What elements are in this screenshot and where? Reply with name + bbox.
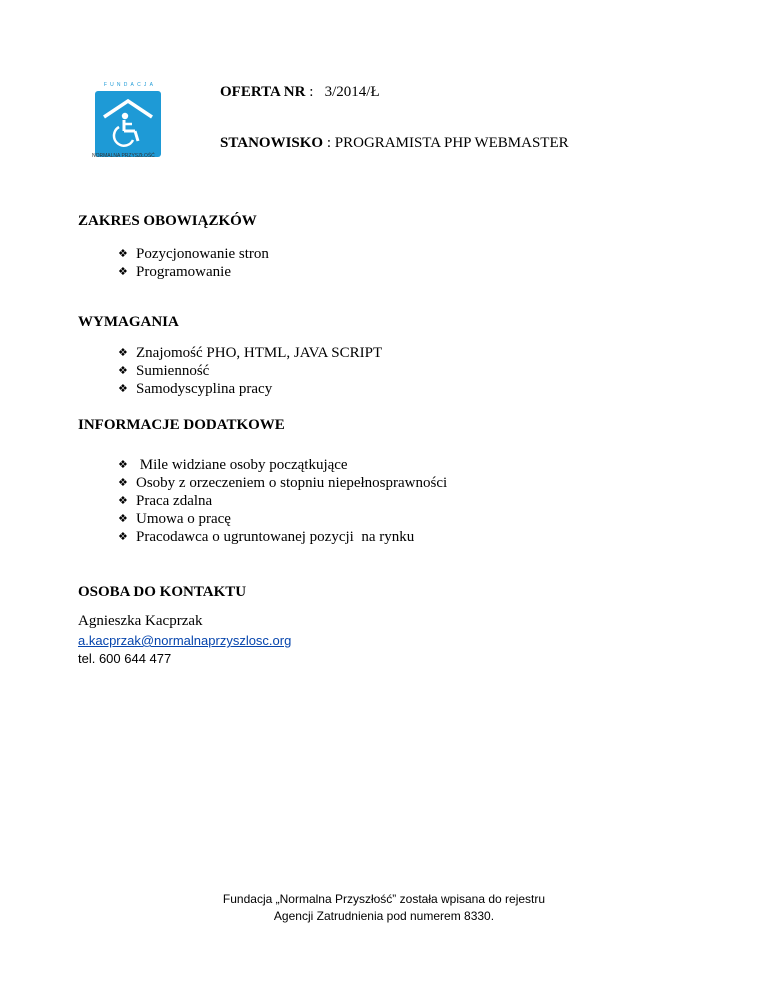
list-item: ❖ Pozycjonowanie stron bbox=[118, 246, 269, 262]
offer-separator: : bbox=[305, 84, 325, 100]
list-item: ❖ Samodyscyplina pracy bbox=[118, 381, 273, 397]
list-item: ❖ Programowanie bbox=[118, 264, 231, 280]
requirements-title: WYMAGANIA bbox=[78, 314, 179, 330]
logo-top-text: FUNDACJA bbox=[103, 82, 157, 88]
footer-line-2: Agencji Zatrudnienia pod numerem 8330. bbox=[273, 909, 495, 923]
additional-info-list bbox=[118, 456, 447, 546]
bullet-icon: ❖ bbox=[118, 494, 128, 507]
position-separator: : bbox=[323, 135, 335, 151]
bullet-icon: ❖ bbox=[118, 364, 128, 377]
contact-email-link[interactable]: a.kacprzak@normalnaprzyszlosc.org bbox=[78, 633, 292, 648]
foundation-logo bbox=[92, 82, 168, 168]
bullet-icon: ❖ bbox=[118, 265, 128, 278]
logo-bottom-text: NORMALNA PRZYSZŁOŚĆ bbox=[92, 153, 155, 159]
list-item: ❖ Pracodawca o ugruntowanej pozycji na rynku bbox=[118, 529, 415, 545]
footer-line-1: Fundacja „Normalna Przyszłość” została wpisana do rejestru bbox=[222, 892, 546, 906]
bullet-icon: ❖ bbox=[118, 530, 128, 543]
offer-value: 3/2014/Ł bbox=[324, 84, 380, 100]
bullet-icon: ❖ bbox=[118, 458, 128, 471]
list-item: ❖ Znajomość PHO, HTML, JAVA SCRIPT bbox=[118, 345, 383, 361]
offer-label: OFERTA NR bbox=[220, 84, 306, 100]
bullet-icon: ❖ bbox=[118, 346, 128, 359]
requirements-list bbox=[118, 344, 382, 398]
bullet-icon: ❖ bbox=[118, 512, 128, 525]
list-item: ❖ Sumienność bbox=[118, 363, 210, 379]
wheelchair-icon bbox=[95, 91, 161, 157]
footer-note bbox=[0, 891, 768, 925]
bullet-icon: ❖ bbox=[118, 476, 128, 489]
contact-phone: tel. 600 644 477 bbox=[78, 651, 172, 666]
position-value: PROGRAMISTA PHP WEBMASTER bbox=[334, 135, 569, 151]
duties-title: ZAKRES OBOWIĄZKÓW bbox=[78, 213, 257, 229]
list-item: ❖ Praca zdalna bbox=[118, 493, 213, 509]
bullet-icon: ❖ bbox=[118, 382, 128, 395]
contact-name: Agnieszka Kacprzak bbox=[78, 613, 203, 629]
additional-info-title: INFORMACJE DODATKOWE bbox=[78, 417, 285, 433]
position-line bbox=[220, 135, 569, 152]
list-item: ❖ Mile widziane osoby początkujące bbox=[118, 457, 348, 473]
position-label: STANOWISKO bbox=[220, 135, 324, 151]
duties-list bbox=[118, 245, 269, 281]
offer-number-line bbox=[220, 84, 380, 101]
list-item: ❖ Umowa o pracę bbox=[118, 511, 231, 527]
list-item: ❖ Osoby z orzeczeniem o stopniu niepełnosprawności bbox=[118, 475, 448, 491]
bullet-icon: ❖ bbox=[118, 247, 128, 260]
contact-title: OSOBA DO KONTAKTU bbox=[78, 584, 247, 600]
